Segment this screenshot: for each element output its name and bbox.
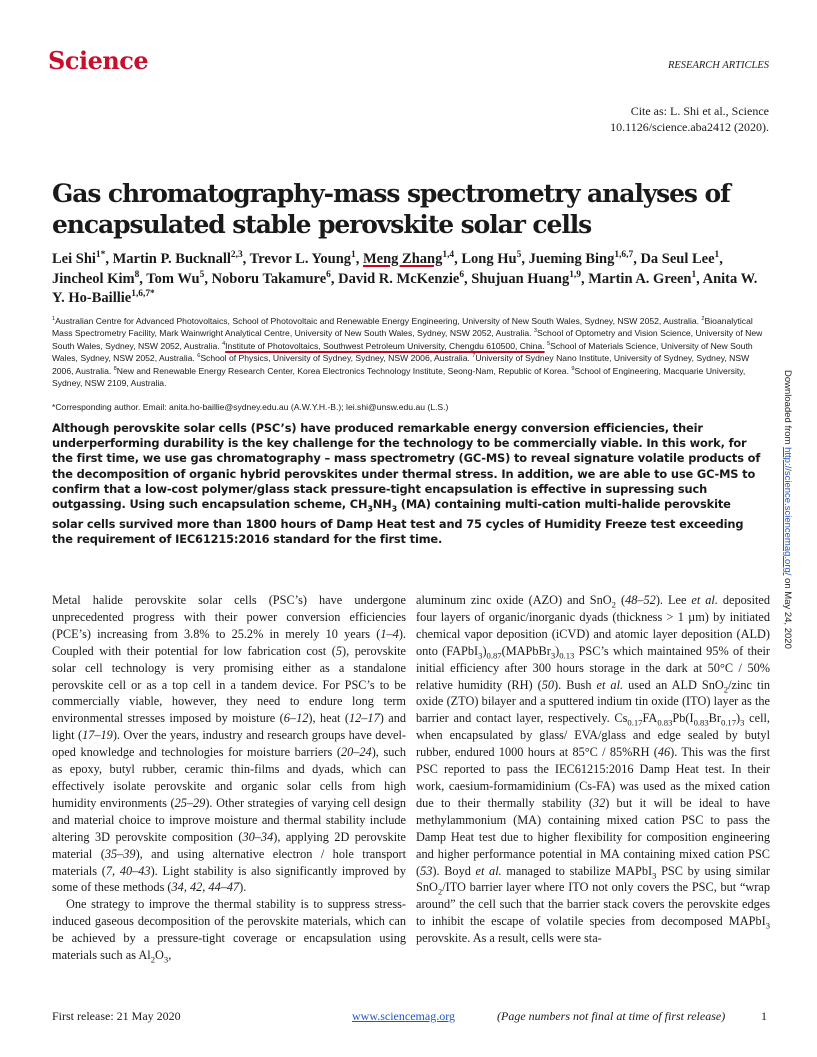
author-name[interactable]: Shujuan Huang <box>471 270 570 287</box>
author-affiliation-marker: 1,9 <box>569 269 581 280</box>
citation-ref[interactable]: 12–17 <box>348 711 380 726</box>
page-number: 1 <box>761 1009 767 1023</box>
author-name[interactable]: Tom Wu <box>146 270 200 287</box>
affiliations <box>52 315 764 389</box>
affiliation-text: Australian Centre for Advanced Photovoltaics, School of Photovoltaic and Renewable Energy Engineering, University of New South Wales, Sydney, NSW 2052, Australia. <box>55 316 700 326</box>
citation-ref[interactable]: 1–4 <box>380 626 399 641</box>
affiliation-number: 3 <box>533 328 538 335</box>
author-affiliation-marker: 1 <box>351 250 356 261</box>
download-notice <box>782 370 793 670</box>
body-paragraph: aluminum zinc oxide (AZO) and SnO$_2$ (48–52). Lee et al. deposited four layers of organic/inorganic dyads (thickness > 1 µm) by initiated chemical vapor deposition (iCVD) and atomic layer deposition (ALD) onto $(FAPbI_3)_{0.87}(MAPbBr_3)_{0.13}$ PSC’s which maintained 95% of their initial efficiency after 300 hours storage in the dark at 50°C / 50% relative humidity (RH) (50). Bush et al. used an ALD SnO$_2$/zinc tin oxide (ZTO) bilayer and a sputtered indium tin oxide (ITO) layer as the barrier and contact layer, respectively. $Cs_{0.17}FA_{0.83}Pb(I_{0.83}Br_{0.17})_3$ cell, when encapsulated by glass/ EVA/glass and edge sealed by butyl rubber, endured 1000 hours at 85°C / 85%RH (46). This was the first PSC reported to pass the IEC61215:2016 Damp Heat test. In their work, caesium-formamidinium (Cs-FA) was used as the mixed cation due to their thermally stability (32) but it will be ideal to have methylammonium (MA) containing mixed cation PSC to pass the Damp Heat test due to higher flexibility for composition engineering and higher performance potential in MA containing mixed cation PSC (53). Boyd et al. managed to stabilize MAPbI$_3$ PSC by using similar SnO$_2$/ITO barrier layer where ITO not only covers the PSC, but “wrap around” the cell such that the barrier stack covers the perovskite edges to inhibit the escape of volatile species from decomposed MAPbI$_3$ perovskite. As a result, cells were sta- <box>416 593 771 946</box>
author-name[interactable]: Long Hu <box>461 251 517 267</box>
author-affiliation-marker: 8 <box>134 269 140 280</box>
article-title <box>52 178 752 240</box>
author-affiliation-marker: 1,6,7* <box>131 289 155 300</box>
citation-ref[interactable]: 6–12 <box>283 711 309 726</box>
citation-ref[interactable]: 30–34 <box>242 829 274 844</box>
citation-ref[interactable]: 25–29 <box>174 795 206 810</box>
author-affiliation-marker: 6 <box>326 269 331 280</box>
citation-ref[interactable]: 46 <box>657 745 671 760</box>
citation-ref[interactable]: 35–39 <box>104 846 136 861</box>
affiliation-text: School of Engineering, Macquarie University, Sydney, NSW 2109, Australia. <box>52 365 746 389</box>
corresponding-author: *Corresponding author. Email: anita.ho-baillie@sydney.edu.au (A.W.Y.H.-B.); lei.shi@unsw.edu.au (L.S.) <box>52 402 449 412</box>
citation-ref[interactable]: 32 <box>592 795 606 810</box>
author-list: Lei Shi$^{1*}$, Martin P. Bucknall$^{2,3}$, Trevor L. Young$^1$, Meng Zhang$^{1,4}$, Long Hu$^5$, Jueming Bing$^{1,6,7}$, Da Seul Lee$^1$, Jincheol Kim$^8$, Tom Wu$^5$, Noboru Takamure$^6$, David R. McKenzie$^6$, Shujuan Huang$^{1,9}$, Martin A. Green$^1$, Anita W. Y. Ho-Baillie$^{1,6,7*}$ <box>52 250 758 306</box>
abstract <box>52 421 764 547</box>
affiliation-number: 6 <box>197 353 201 360</box>
abstract-sub: 3 <box>367 504 373 514</box>
abstract-text: Although perovskite solar cells (PSC’s) have produced remarkable energy conversion efficiencies, their underperforming durability is the key challenge for the technology to be commercially viable. In this work, for the first time, we use gas chromatography – mass spectrometry (GC-MS) to reveal signature volatile products of the decomposition of organic hybrid perovskites under thermal stress. In addition, we are able to use GC-MS to confirm that a low-cost polymer/glass stack pressure-tight encapsulation is effective in supressing such outgassing. Using such encapsulation scheme, CH <box>52 421 761 512</box>
author-name[interactable]: Jueming Bing <box>528 251 615 267</box>
affiliation-text: University of Sydney Nano Institute, University of Sydney, Sydney, NSW 2006, Australia. <box>52 353 750 376</box>
citation-block <box>610 103 769 135</box>
author-name[interactable]: Anita W. Y. Ho-Baillie <box>52 270 758 306</box>
download-suffix: on May 24, 2020 <box>782 575 793 649</box>
author-affiliation-marker: 5 <box>516 250 522 261</box>
abstract-text: NH <box>372 497 392 512</box>
author-affiliation-marker: 1 <box>691 269 697 280</box>
title-line-2: encapsulated stable perovskite solar cells <box>52 210 592 239</box>
affiliation-text: Institute of Photovoltaics, Southwest Petroleum University, Chengdu 610500, China. <box>225 340 545 351</box>
author-name[interactable]: Meng Zhang <box>363 251 443 267</box>
body-column-right <box>416 592 770 947</box>
citation-ref[interactable]: 20–24 <box>340 745 372 760</box>
author-affiliation-marker: 2,3 <box>230 250 243 261</box>
citation-ref[interactable]: 5 <box>335 643 342 658</box>
author-name[interactable]: Trevor L. Young <box>249 251 352 267</box>
body-column-left <box>52 592 406 964</box>
author-name[interactable]: Lei Shi <box>52 251 96 267</box>
affiliation-number: 9 <box>571 365 575 372</box>
affiliation-text: School of Optometry and Vision Science, University of New South Wales, Sydney, NSW 2052, Australia. <box>52 328 763 351</box>
author-name[interactable]: Da Seul Lee <box>640 251 715 267</box>
section-label: RESEARCH ARTICLES <box>667 60 769 71</box>
affiliation-number: 7 <box>472 353 476 360</box>
affiliation-text: New and Renewable Energy Research Center, Korea Electronics Technology Institute, Seong-Nam, Republic of Korea. <box>116 365 569 376</box>
author-affiliation-marker: 1,6,7 <box>614 250 634 261</box>
citation-ref[interactable]: 53 <box>420 863 433 878</box>
journal-logo: Science <box>48 46 149 75</box>
author-affiliation-marker: 5 <box>199 269 205 280</box>
citation-ref[interactable]: 48–52 <box>625 593 656 607</box>
author-name[interactable]: Martin P. Bucknall <box>112 251 231 267</box>
citation-ref[interactable]: 50 <box>541 677 555 692</box>
cite-line-1: Cite as: L. Shi et al., Science <box>630 104 769 118</box>
author-name[interactable]: Noboru Takamure <box>211 270 327 287</box>
affiliation-number: 5 <box>546 340 551 347</box>
download-prefix: Downloaded from <box>782 370 793 448</box>
author-affiliation-marker: 1,4 <box>442 250 455 261</box>
abstract-sub: 3 <box>391 504 397 514</box>
affiliation-number: 2 <box>701 316 705 323</box>
affiliation-number: 8 <box>113 365 117 372</box>
citation-ref[interactable]: 7, 40–43 <box>105 863 151 878</box>
citation-ref[interactable]: 17–19 <box>82 728 113 743</box>
affiliation-number: 4 <box>222 340 226 347</box>
affiliation-text: Bioanalytical Mass Spectrometry Facility, Mark Wainwright Analytical Centre, University of New South Wales, Sydney, NSW 2052, Australia. <box>52 316 753 339</box>
affiliation-text: School of Physics, University of Sydney, Sydney, NSW 2006, Australia. <box>200 353 470 364</box>
author-affiliation-marker: 6 <box>459 269 465 280</box>
page-note: (Page numbers not final at time of first release) <box>497 1009 726 1023</box>
citation-ref[interactable]: 34, 42, 44–47 <box>171 880 240 895</box>
affiliation-text: School of Materials Science, University of New South Wales, Sydney, NSW 2052, Australia. <box>52 340 753 364</box>
affiliation-number: 1 <box>52 316 56 323</box>
release-date: First release: 21 May 2020 <box>52 1009 181 1023</box>
author-name[interactable]: David R. McKenzie <box>338 270 460 287</box>
author-name[interactable]: Martin A. Green <box>588 270 692 287</box>
title-line-1: Gas chromatography-mass spectrometry analyses of <box>52 179 730 208</box>
journal-url-link[interactable]: www.sciencemag.org <box>352 1009 455 1023</box>
body-paragraph: Metal halide perovskite solar cells (PSC’s) have undergone unprecedented progress with their power conversion efficiencies (PCE’s) increasing from 3.8% to 25.2% in merely 10 years (1–4). Coupled with their potential for low fabrication cost (5), perovskite solar cell technology is very promising either as a standalone perovskite cell or as a top cell in a tandem device. For PSC’s to be commercially viable, however, they need to endure long term environmental stresses imposed by moisture (6–12), heat (12–17) and light (17–19). Over the years, industry and research groups have developed knowledge and technologies for moisture barriers (20–24), such as epoxy, butyl rubber, ceramic thin-films and dyads, which can effectively isolate perovskite and organic solar cells from high humidity environments (25–29). Other strategies of varying cell design and material choice to improve moisture and thermal stability include altering 3D perovskite composition (30–34), applying 2D perovskite material (35–39), and using alternative electron / hole transport materials (7, 40–43). Light stability is also significantly improved by some of these methods (34, 42, 44–47). <box>52 593 406 895</box>
author-affiliation-marker: 1* <box>95 250 106 261</box>
author-affiliation-marker: 1 <box>714 250 720 261</box>
cite-line-2: 10.1126/science.aba2412 (2020). <box>610 120 769 134</box>
author-name[interactable]: Jincheol Kim <box>52 270 135 287</box>
download-link[interactable]: http://science.sciencemag.org/ <box>782 447 793 576</box>
abstract-text: (MA) containing multi-cation multi-halide perovskite solar cells survived more than 1800 hours of Damp Heat test and 75 cycles of Humidity Freeze test exceeding the requirement of IEC61215:2016 standard for the first time. <box>52 497 744 546</box>
body-paragraph: One strategy to improve the thermal stability is to suppress stress-induced gaseous decomposition of the perovskite materials, which can be achieved by a pressure-tight coverage or encapsulation using materials such as $Al_2O_3$, <box>52 897 406 965</box>
